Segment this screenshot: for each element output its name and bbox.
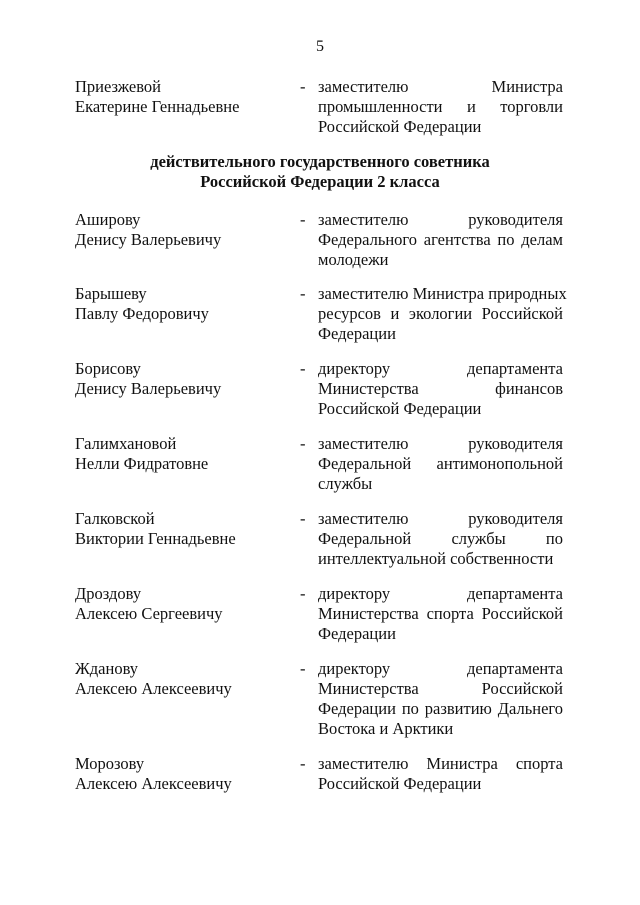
dash-separator: - <box>300 584 306 603</box>
recipient-name <box>75 509 290 549</box>
page-number: 5 <box>316 38 324 55</box>
recipient-position <box>318 434 563 494</box>
recipient-name <box>75 754 290 794</box>
position-line: ресурсов и экологии Российской <box>318 304 563 323</box>
position-line: Федеральной службы по <box>318 529 563 548</box>
position-line: Министерства финансов <box>318 379 563 398</box>
position-line: Федеральной антимонопольной <box>318 454 563 473</box>
list-item <box>0 434 640 504</box>
list-item <box>0 754 640 804</box>
dash-separator: - <box>300 659 306 678</box>
position-line: директору департамента <box>318 359 563 378</box>
recipient-given-name: Виктории Геннадьевне <box>75 529 236 548</box>
position-line: Востока и Арктики <box>318 719 454 738</box>
position-line: службы <box>318 474 373 493</box>
recipient-position <box>318 210 563 270</box>
recipient-surname: Галимхановой <box>75 434 177 453</box>
position-line: Российской Федерации <box>318 117 482 136</box>
position-line: Федерации <box>318 624 396 643</box>
recipient-position <box>318 754 563 794</box>
rank-heading-line: действительного государственного советника <box>150 152 490 171</box>
recipient-position <box>318 659 563 739</box>
rank-heading <box>0 152 640 192</box>
dash-separator: - <box>300 754 306 773</box>
recipient-given-name: Павлу Федоровичу <box>75 304 209 323</box>
dash-separator: - <box>300 359 306 378</box>
recipient-name <box>75 210 290 250</box>
position-line: Федерации <box>318 324 396 343</box>
recipient-name <box>75 659 290 699</box>
position-line: промышленности и торговли <box>318 97 563 116</box>
recipient-name <box>75 434 290 474</box>
dash-separator: - <box>300 509 306 528</box>
recipient-surname: Аширову <box>75 210 141 229</box>
list-item <box>0 284 640 354</box>
recipient-given-name: Нелли Фидратовне <box>75 454 209 473</box>
position-line: заместителю руководителя <box>318 210 563 229</box>
recipient-name <box>75 584 290 624</box>
recipient-name <box>75 77 290 117</box>
list-item <box>0 509 640 579</box>
position-line: заместителю руководителя <box>318 434 563 453</box>
list-item <box>0 77 640 147</box>
position-line: Федерального агентства по делам <box>318 230 563 249</box>
recipient-given-name: Денису Валерьевичу <box>75 230 222 249</box>
recipient-surname: Жданову <box>75 659 139 678</box>
dash-separator: - <box>300 434 306 453</box>
position-line: заместителю руководителя <box>318 509 563 528</box>
recipient-position <box>318 584 563 644</box>
recipient-position <box>318 77 563 137</box>
recipient-name <box>75 284 290 324</box>
list-item <box>0 210 640 280</box>
recipient-surname: Борисову <box>75 359 141 378</box>
recipient-name <box>75 359 290 399</box>
position-line: директору департамента <box>318 659 563 678</box>
recipient-given-name: Алексею Алексеевичу <box>75 774 232 793</box>
position-line: Федерации по развитию Дальнего <box>318 699 563 718</box>
dash-separator: - <box>300 77 306 96</box>
recipient-given-name: Алексею Сергеевичу <box>75 604 223 623</box>
position-line: заместителю Министра <box>318 77 563 96</box>
recipient-given-name: Алексею Алексеевичу <box>75 679 232 698</box>
recipient-given-name: Екатерине Геннадьевне <box>75 97 240 116</box>
recipient-position <box>318 359 563 419</box>
position-line: Российской Федерации <box>318 399 482 418</box>
recipient-surname: Приезжевой <box>75 77 162 96</box>
recipient-surname: Барышеву <box>75 284 147 303</box>
recipient-position <box>318 284 567 344</box>
dash-separator: - <box>300 210 306 229</box>
recipient-given-name: Денису Валерьевичу <box>75 379 222 398</box>
list-item <box>0 659 640 749</box>
position-line: Российской Федерации <box>318 774 482 793</box>
recipient-surname: Галковской <box>75 509 155 528</box>
recipient-surname: Морозову <box>75 754 145 773</box>
dash-separator: - <box>300 284 306 303</box>
recipient-surname: Дроздову <box>75 584 142 603</box>
position-line: Министерства спорта Российской <box>318 604 563 623</box>
position-line: интеллектуальной собственности <box>318 549 554 568</box>
list-item <box>0 359 640 429</box>
recipient-position <box>318 509 563 569</box>
rank-heading-line: Российской Федерации 2 класса <box>200 172 440 191</box>
position-line: Министерства Российской <box>318 679 563 698</box>
position-line: заместителю Министра спорта <box>318 754 563 773</box>
position-line: директору департамента <box>318 584 563 603</box>
position-line: заместителю Министра природных <box>318 284 567 303</box>
position-line: молодежи <box>318 250 389 269</box>
list-item <box>0 584 640 654</box>
